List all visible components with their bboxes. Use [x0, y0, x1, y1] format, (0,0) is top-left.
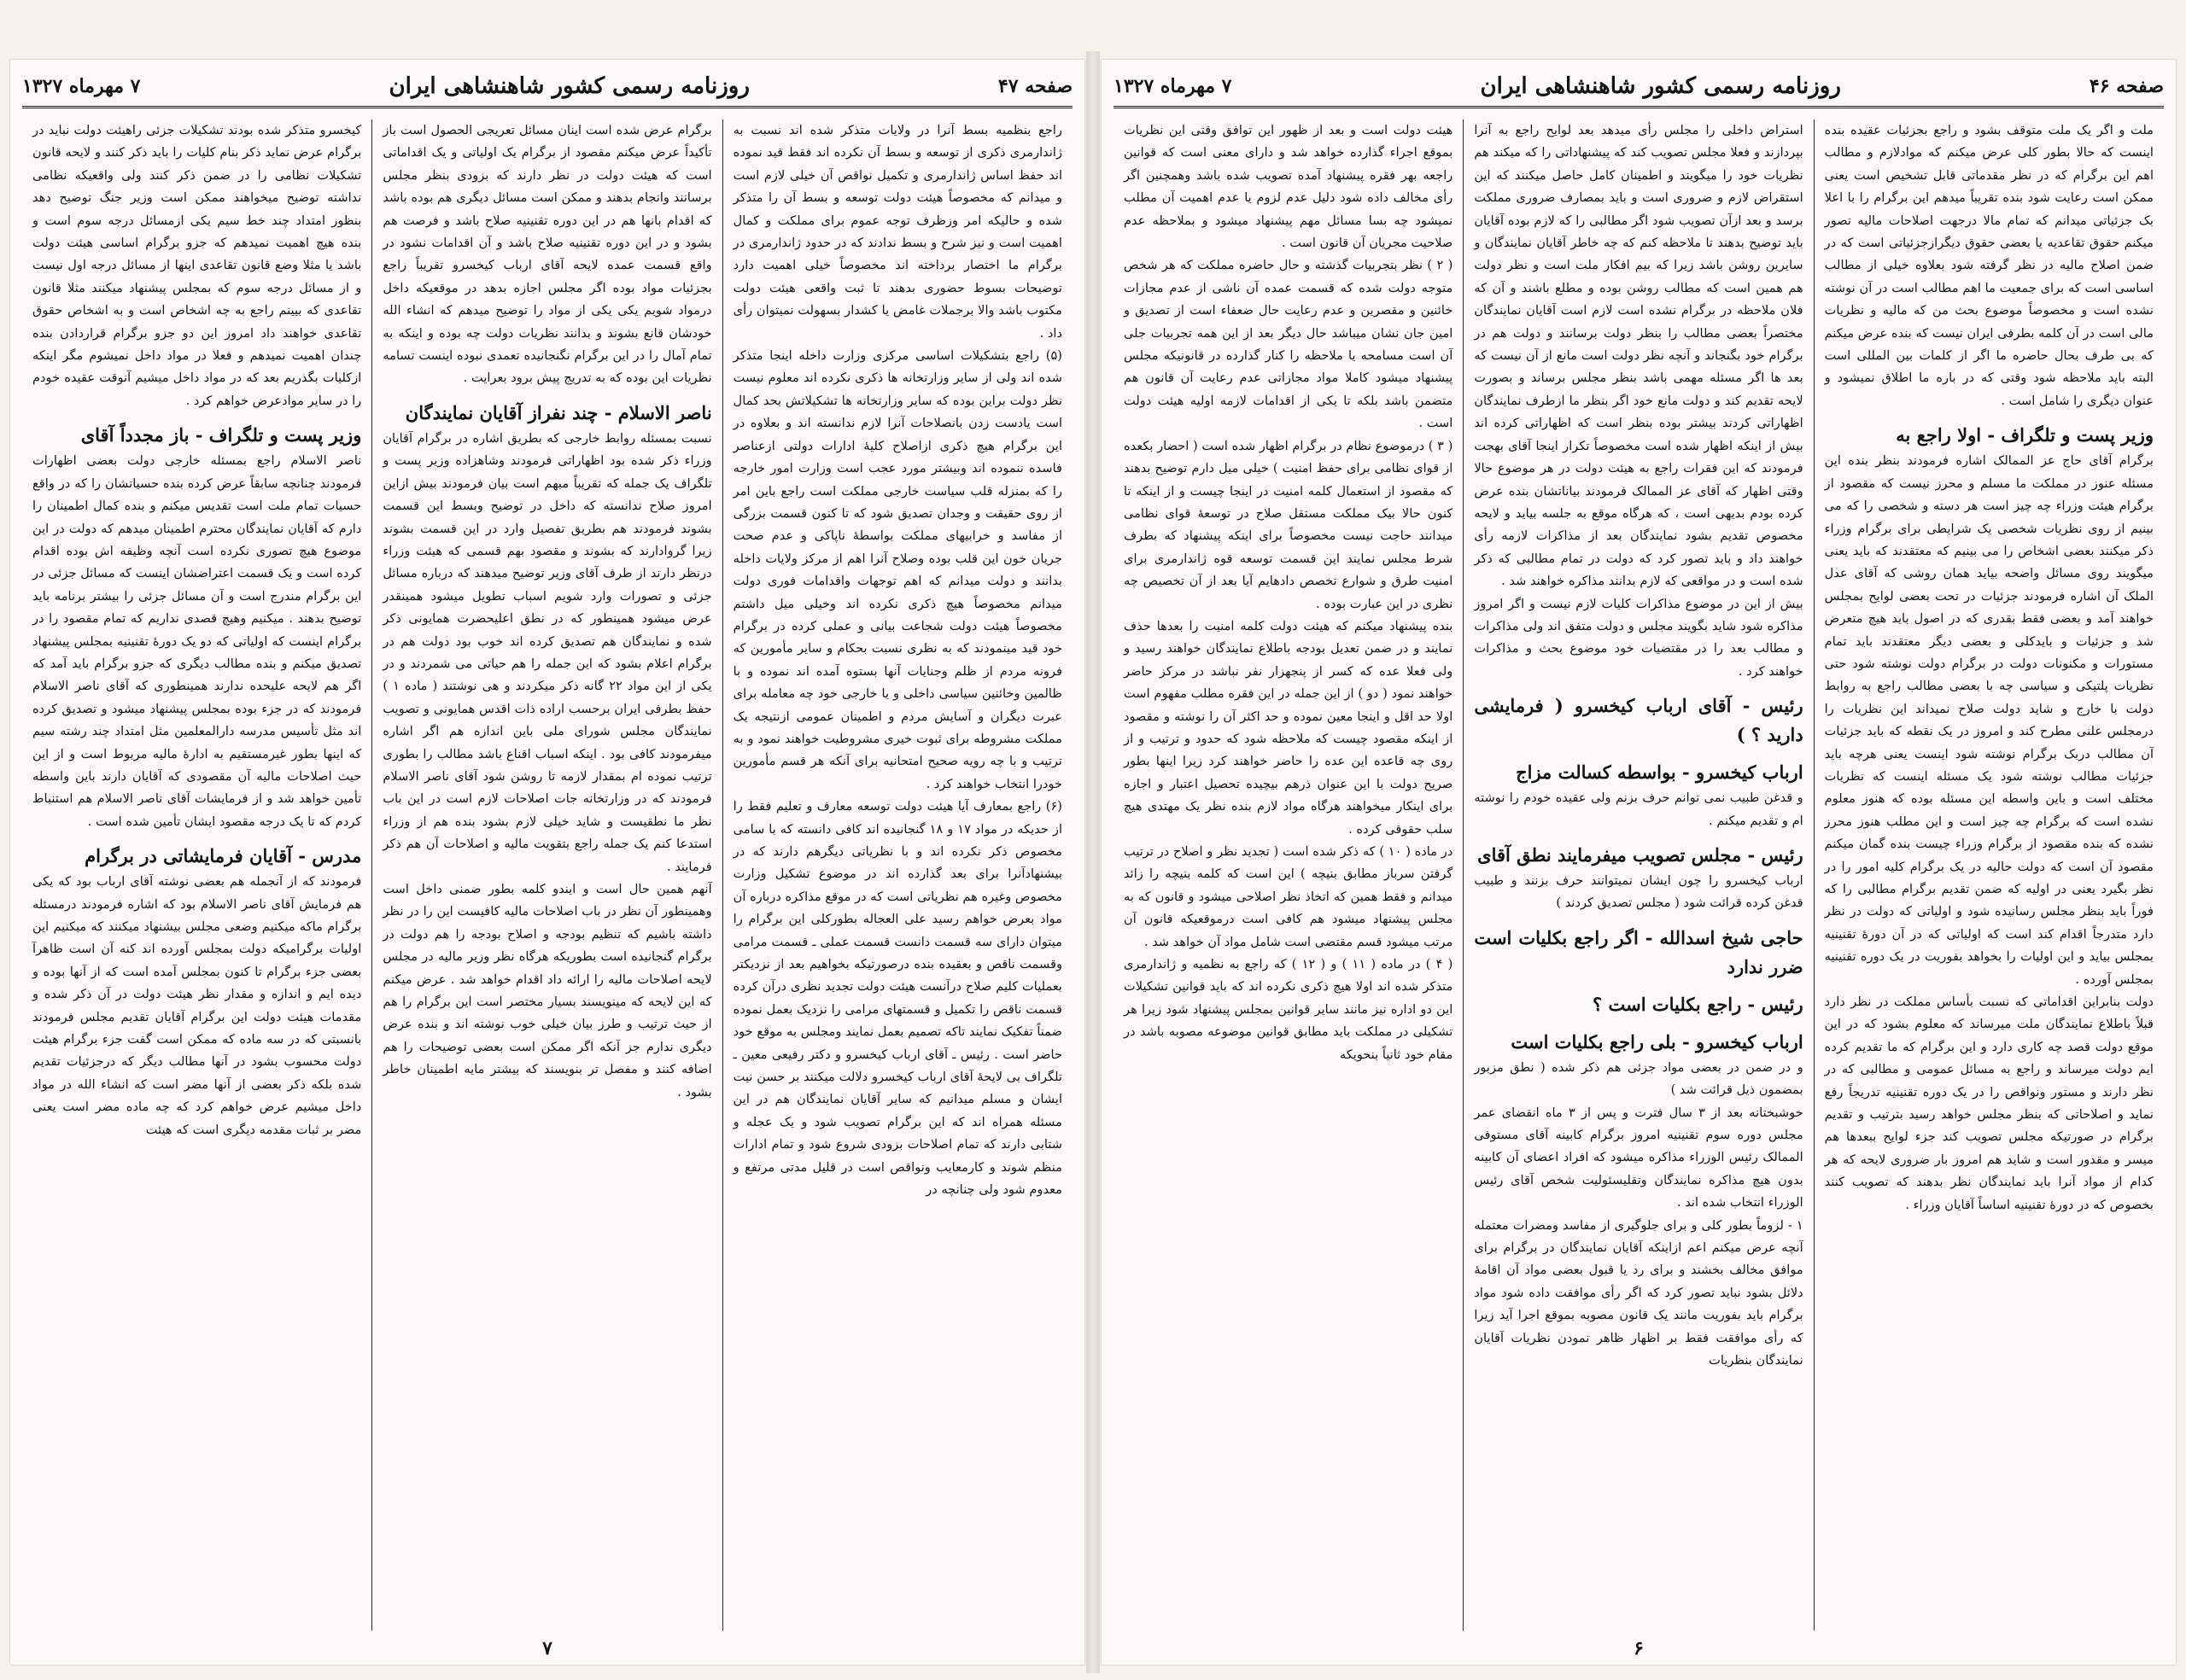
page-folio: ۷: [542, 1637, 552, 1660]
speaker-heading: ارباب کیخسرو - بلی راجع بکلیات است: [1511, 1030, 1803, 1053]
paragraph: هیئت دولت است و بعد از ظهور این توافق وقتی این نظریات بموقع اجراء گذارده خواهد شد و دارای معنی است که قوانین راجعه بهر فقره پیشنهاد آمده تصویب شده باشد وهمچنین اگر رأی مخالف داده شود دلیل عدم لزوم یا عدم اهمیت آن مطلب نمیشود چه بسا مسائل مهم پیشنهاد میشود و بملاحظه عدم صلاحیت مجریان آن قانون است .: [1124, 123, 1453, 251]
paragraph: در ماده ( ۱۰ ) که ذکر شده است ( تجدید نظر و اصلاح در ترتیب گرفتن سرباز مطابق بنیچه ) این است که کلمه بنیچه را زائد میدانم و فقط همین که اتخاذ نظر اصلاحی میشود و قانون که به مجلس پیشنهاد میشود هم کافی است درموقعیکه قانون آن مرتب میشود قسم مقتضی است شامل مواد آن خواهد شد .: [1124, 844, 1453, 949]
paragraph: ناصر الاسلام راجع بمسئله خارجی دولت بعضی اظهارات فرمودند چنانچه سابقاً عرض کرده بنده حسیاتشان را که در واقع حسیات تمام ملت است تقدیس میکنم و بنده کمال اطمینان را دارم که آقایان نمایندگان محترم اطمینان میدهم که دولت در این موضوع هیچ تصوری نکرده است آنچه وظیفه اش بوده اقدام کرده است و یک قسمت اعتراضشان اینست که مسائل جزئی در این برگرام مندرج است و آن مسائل جزئی را بیشتر برنامه باید توضیح بدهند . میکنیم وهیچ قصدی نداریم که تمام مقصود را در برگرام اینست که اولیاتی که دو یک دورهٔ تقنینیه بمجلس پیشنهاد تصدیق میکنم و بنده مطالب دیگری که جزو برگرام باید آمد که اگر هم لایحه علیحده ندارند همینطوری که آقای ناصر الاسلام فرمودند که در جزء بوده بمجلس پیشنهاد میشود و تصدیق کرده اند مثل تأسیس مدرسه دارالمعلمین مثل امتداد چند رشته سیم که اینها بطور غیرمستقیم به ادارهٔ مالیه مربوط است و از این حیث اصلاحات مالیه آن مقصودی که آقایان دارند باین واسطه تأمین خواهد شد و از فرمایشات آقای ناصر الاسلام هم استنباط کردم که تا یک درجه مقصود ایشان تأمین شده است .: [32, 453, 362, 829]
paragraph: (۵) راجع بتشکیلات اساسی مرکزی وزارت داخله اینجا متذکر شده اند ولی از سایر وزارتخانه ها ذکری نکرده اند معلوم نیست نظر دولت براین بوده که سایر وزارتخانه ها تشکیلاتش بحد کمال است یادست زدن بانصلاحات آنرا لازم ندانسته اند و بعلاوه در این برگرام هیچ ذکری ازاصلاح کلیهٔ ادارات دولتی ازعناصر فاسده ننموده اند وبیشتر مورد عجب است وزارت امور خارجه را که بمنزله قلب سیاست خارجی مملکت است راجع باین امر از روی حقیقت و وجدان تصدیق شود که تا کنون قسمت بزرگی از مفاسد و خرابیهای مملکت بواسطهٔ ناپاکی و عدم صحت جریان خون این قلب بوده وصلاح آنرا اهم از مرکز ولایات داخله بدانند و دولت میدانم که اهم توجهات واقدامات فوری دولت میدانم مخصوصاً هیچ ذکری نکرده اند وخیلی میل داشتم مخصوصاً هیئت دولت شجاعت بیانی و عملی کرده در برگرام خود قید مینمودند که به نظری نسبت بحکام و سایر مأمورین که فرونه مردم از ظلم وجنایات آنها بستوه آمده اند نموده و با ظالمین وخائنین سیاسی داخلی و یا خارجی خود چه معامله برای عبرت دیگران و آسایش مردم و اطمینان عمومی ازنتیجه یک مملکت مشروطه برای ثبوت خیری مشروطیت خواهند نمود و به ترتیب و با چه رویه صحیح امتحانیه برای آنکه هر قسم مأمورین خودرا انتخاب خواهند کرد .: [733, 348, 1062, 791]
page-folio: ۶: [1634, 1637, 1644, 1660]
paragraph: برگرام عرض شده است اینان مسائل تعریجی الحصول است باز تأکیداً عرض میکنم مقصود از برگرام یک اولیاتی و یک اقداماتی است که هیئت دولت در نظر دارند که بزودی بنظر مجلس برسانند وانجام بدهند و ممکن است مسائل دیگری هم بوده باشد که اقدام بانها هم در این دوره تقنینیه صلاح باشد و فرصت هم بشود و در این دوره تقنینیه صلاح باشد و آن اقدامات نشود در واقع قسمت عمده لایحه آقای ارباب کیخسرو تقریباً راجع بجزئیات مواد بوده اگر مجلس اجازه بدهد در موقعیکه داخل درمواد شویم یکی یکی از مواد را توضیح میدهم که انشاء الله خودشان قانع بشوند و بدانند نظریات دولت چه بوده و اینکه به تمام آمال را در این برگرام نگنجانیده تعمدی نبوده اینست تسامه نظریات این بوده که به تدریج پیش برود بعرایت .: [383, 123, 712, 386]
masthead-title: روزنامه رسمی کشور شاهنشاهی ایران: [389, 73, 750, 99]
paragraph: نسبت بمسئله روابط خارجی که بطریق اشاره در برگرام آقایان وزراء ذکر شده بود اظهاراتی فرمودند وشاهزاده وزیر پست و تلگراف یک جمله که تقریباً مبهم است بیان فرمودند بیش ازاین امروز صلاح ندانسته که داخل در توضیح وبسط این قسمت بشوند فرمودند هم بطریق تفصیل وارد در این قسمت بشوند زیرا گروادارند که بشوند و مقصود بهم قسمی که هیئت وزراء درنظر دارند از طرف آقای وزیر توضیح میدهند که درباره مسائل جزئی و تصورات وارد شویم اسباب تطویل میشود همینقدر عرض میشود همینطور که در نطق اعلیحضرت همایونی ذکر شده و نمایندگان هم تصدیق کرده اند خوب بود دولت هم در برگرام اعلام بشود که این جمله را هم حیاتی می شمردند و در یکی از این مواد ۲۲ گانه ذکر میکردند و هی نوشتند ( ماده ۱ ) حفظ بطرفی ایران برحسب اراده ذات اقدس همایونی و تصویب نمایندگان مجلس شورای ملی باین اندازه هم اگر اشاره میفرمودند کافی بود . اینکه اسباب اقناع باشد مطالب را بطوری ترتیب نموده ام بمقدار لازمه تا روشن شود آقای ناصر الاسلام فرمودند که در وزارتخانه جات اصلاحات لازم است در این باب نظر ما نطقیست و شاید خیلی لازم بشود بنده هم از وزراء استدعا کنم یک جمله راجع بتقویت مالیه و اصلاحات آن هم ذکر فرمایند .: [383, 430, 712, 874]
masthead-left: [22, 67, 1073, 108]
masthead-date: ۷ مهرماه ۱۳۲۷: [22, 75, 141, 97]
masthead-page-number: صفحه ۴۷: [997, 75, 1073, 97]
masthead-page-number: صفحه ۴۶: [2089, 75, 2164, 97]
speaker-heading: وزیر پست و تلگراف - باز مجدداً آقای: [80, 424, 362, 446]
paragraph: آنهم همین حال است و ایندو کلمه بطور ضمنی داخل است وهمینطور آن نظر در باب اصلاحات مالیه کافیست این را در نظر داشته باشیم که تنظیم بودجه و اصلاح بودجه را هم دولت در برگرام گنجانیده است بطوریکه هرگاه نظر وزیر مالیه در مجلس لایحه اصلاحات مالیه را ارائه داد اقدام خواهد شد . عرض میکنم که این لایحه که مینویسند بسیار مختصر است این برگرام را هم از حیث ترتیب و طرز بیان خیلی خوب نوشته اند و بنده عرض دیگری ندارم جز آنکه اگر ممکن است بعضی توضیحات را هم اضافه کنند و مفصل تر بنویسند که بیشتر مایه اطمینان خاطر بشود .: [383, 882, 712, 1100]
paragraph: کیخسرو متذکر شده بودند تشکیلات جزئی راهیئت دولت نباید در برگرام عرض نماید ذکر بنام کلیات را باید ذکر کنند و لایحه قانون تشکیلات نظامی را در ضمن ذکر کنند ولی واقعیکه نظامی نداشته توضیح میخواهند ممکن است وزیر جنگ توضیح دهد بنظور امتداد چند خط سیم یکی ازمسائل درجه سوم است و بنده هیچ اهمیت نمیدهم که جزو برگرام اساسی هیئت دولت باشد یا مثلا وضع قانون تقاعدی اینها از مسائل درجه اول نیست و از مسائل درجه سوم که بمجلس پیشنهاد میکنند مثلا قانون تقاعدی که بیینم راجع به چه اشخاص است و به اشخاص حقوق تقاعدی خواهند داد امروز این دو جزو برگرام قراردادن بنده چندان اهمیت نمیدهم و فعلا در مواد داخل نمیشوم مگر اینکه ازکلیات بگذریم بعد که در مواد داخل میشیم آنوقت عقیده خودم را در سایر موادعرض خواهم کرد .: [32, 123, 362, 408]
masthead-date: ۷ مهرماه ۱۳۲۷: [1113, 75, 1232, 97]
speaker-heading: رئیس - آقای ارباب کیخسرو ( فرمایشی دارید ؟ ): [1474, 695, 1803, 746]
paragraph: خوشبختانه بعد از ۳ سال فترت و پس از ۳ ماه انقضای عمر مجلس دوره سوم تقنینیه امروز برگرام کابینه آقای مستوفی الممالک رئیس الوزراء مذاکره میشود که افراد اعضای آن کابینه بدون هیچ مذاکره نمایندگان وتقلیسئولیت شخص آقای رئیس الوزراء انتخاب شده اند .: [1474, 1105, 1803, 1210]
speaker-heading: حاجی شیخ اسدالله - اگر راجع بکلیات است ضرر ندارد: [1474, 926, 1803, 977]
paragraph: برگرام آقای حاج عز الممالک اشاره فرمودند بنظر بنده این مسئله عنوز در مملکت ما مسلم و محرز نیست که مقصود از برگرام هیئت وزراء چه چیز است هر دسته و شخصی را که می بینیم از روی نظریات شخصی یک شرایطی برای برگرام وزراء ذکر میکنند بعضی اشخاص را می بینیم که معتقدند که باید یعنی میگویند روی مسائل واضحه بیاید همان روشی که آقای عدل الملک آن اشاره فرمودند جزئیات در تحت بعضی لوایح بمجلس خواهند آمد و بعضی فقط بقدری که در اصول باید هیچ متعرض شد و جزئیات و بایدکلی و بعضی دیگر معتقدند باید تمام مستورات و مکنونات دولت در برگرام دولت نوشته شود حتی نظریات پلتیکی و سیاسی چه با بعضی مطالب راجع به روابط دولت با خارج و شاید دولت صلاح نمیداند این نظریات را درمجلس علنی مطرح کند و امروز در یک نقطه که باید جزئیات آن مطالب دربک برگرام نوشته شود اینست یعنی هرچه باید جزئیات مطالب نوشته شود یک مسئله اینست که نظریات مختلف است و باین واسطه این مسئله بوده که هنوز معلوم نشده است که برگرام چه چیز است و این مطلب هنوز محرز نشده که بنده مقصود از برگرام وزراء چیست بنده گمان میکنم مقصود آن است که دولت حالیه در یک برگرام کلیه امور را در نظر بگیرد یعنی در اولیه که ضمن تقدیم برگرام مطالبی را که فوراً باید بنظر مجلس رسانیده شود و اولیاتی که دولت در نظر دارد متدرجاً اقدام کند است که اولیاتی که در آن دورهٔ تقنینیه بمجلس بیاید و این اولیات را بخواهد بفوریت در یک دوره تقنینیه بمجلس آورده .: [1824, 453, 2154, 987]
speaker-heading: وزیر پست و تلگراف - اولا راجع به: [1896, 424, 2154, 446]
paragraph: ( ۳ ) درموضوع نظام در برگرام اظهار شده است ( احضار بکعده از قوای نظامی برای حفظ امنیت ) خیلی میل دارم توضیح بدهند که مقصود از استعمال کلمه امنیت در اینجا چیست و از اینکه تا کنون حالا بیک مملکت مستقل صلاح در توسعهٔ قوای نظامی میدانند حاجت نیست مخصوصاً برای اینکه پیشنهاد که بطرف شرط مجلس نمایند این قسمت توسعه قوه ژاندارمری برای امنیت طرق و شوارع تخصص دادهایم آیا بعد از آن تخصیص چه نظری در این عبارت بوده .: [1124, 438, 1453, 611]
paragraph: راجع بنظمیه بسط آنرا در ولایات متذکر شده اند نسبت به ژاندارمری ذکری از توسعه و بسط آن نکرده اند فقط قید نموده اند حفظ اساس ژاندارمری و تکمیل نواقص آن خیلی لازم است و میدانم که مخصوصاً هیئت دولت توسعه و بسط آن را متذکر شده و حالیکه امر وزظرف توجه عموم برای مملکت و کمال اهمیت است و نیز شرح و بسط ندادند که در حدود ژاندارمری در برگرام ما اختصار برداخته اند مخصوصاً خیلی اهمیت دارد توضیحات بسوط حضوری بدهند تا ثبت واقعی هیئت دولت مکتوب باشد والا برجملات غامض یا کشدار بسهولت نمیتوان رأی داد .: [733, 123, 1062, 341]
page-left: [10, 60, 1084, 1665]
text-column: [1113, 120, 1463, 1630]
speaker-heading: رئیس - راجع بکلیات است ؟: [1593, 993, 1803, 1015]
paragraph: ارباب کیخسرو را چون ایشان نمیتوانند حرف بزنند و طبیب قدغن کرده قرائت شود ( مجلس تصدیق کردند ): [1474, 872, 1803, 911]
text-column: [722, 120, 1073, 1630]
paragraph: و در ضمن در بعضی مواد جزئی هم ذکر شده ( نطق مزبور بمضمون ذیل قرائت شد ): [1474, 1059, 1803, 1098]
paragraph: دولت بنابراین اقداماتی که نسبت بأساس مملکت در نظر دارد قبلاً باطلاع نمایندگان ملت میرساند که معلوم بشود که در این موقع دولت قصد چه کاری دارد و این برگرام که ما تقدیم کرده ایم دولت میرساند و راجع به مسائل عمومی و مطالبی که در نظر دارند و مستور ونواقص را در یک دوره تقنینیه تدریجاً رفع نماید و اصلاحاتی که بنظر مجلس خواهد رسید بترتیب و تقدیم برگرام در صورتیکه مجلس تصویب کند جزء لوایح ببعدها هم میسر و مقدور است و شاید هم امروز بار ضروری لایحه که هر کدام از مواد آنرا باید نمایندگان نظر بدهند که تصویب کنند بخصوص که در دورهٔ تقنینیه اساساً آقایان وزراء .: [1824, 995, 2154, 1212]
speaker-heading: رئیس - مجلس تصویب میفرمایند نطق آقای: [1477, 843, 1803, 866]
paragraph: بنده پیشنهاد میکنم که هیئت دولت کلمه امنیت را بعدها حذف نمایند و در ضمن تعدیل بودجه باطلاع نمایندگان خواهند رسید و ولی فعلا عده که کسر از پنجهزار نفر نباشد در مرکز حاضر خواهند نمود ( دو ) از این جمله در این فقره مطلب مفهوم است اولا حد اقل و اینجا معین نموده و حد اکثر آن را نوشته و مقصود از اینکه مقصود چیست که ملاحظه شود که حدود و ترتیب و از روی چه قاعده این عده را حاضر خواهند کرد زیرا اینها بطور صریح دولت با این عنوان ذرهم بیچیده تحصیل اعتبار و اجازه برای اینکار میخواهند هرگاه مواد لازم بنده نظر یک مهتدی هیچ سلب حقوقی کرده .: [1124, 618, 1453, 837]
text-column: [1463, 120, 1813, 1630]
paragraph: ( ۴ ) در ماده ( ۱۱ ) و ( ۱۲ ) که راجع به نظمیه و ژاندارمری متذکر شده اند اولا هیچ ذکری نکرده اند که باید قوانین تشکیلات این دو اداره نیز مانند سایر قوانین بمجلس پیشنهاد شود زیرا هر تشکیلی در مملکت باید مطابق قوانین موضوعه مصوبه باشد در مقام خود ثانیاً بنحویکه: [1124, 957, 1453, 1062]
text-column: [1814, 120, 2164, 1630]
paragraph: (۶) راجع بمعارف آیا هیئت دولت توسعه معارف و تعلیم فقط را از حدیکه در مواد ۱۷ و ۱۸ گنجانیده اند کافی دانسته که با سامی مخصوص ذکر نکرده اند و با نظریاتی دیگرهم دارند که در بیشنهادآنرا برای بعد گذارده اند در موضوع تشکیل وزارت مخصوص وغیره هم نظریاتی است که در موقع مذاکره درباره آن مواد بعرض خواهم رسید علی العجاله بطورکلی این برگرام را میتوان دارای سه قسمت دانست قسمت عملی ـ قسمت مرامی وقسمت ناقص و بعقیده بنده درصورتیکه بخواهیم بعد از نزدیکتر بعملیات کلیم صلاح درآنست هیئت دولت تجدید نظری درآن کرده قسمت ناقص را تکمیل و قسمتهای مرامی را نزدیک بعمل نموده ضمناً تفکیک نمایند تاکه تصمیم بعمل نمایند ومجلس به موقع خود حاضر است . رئیس ـ آقای ارباب کیخسرو و دکتر رفیعی معین ـ تلگراف بی لایحهٔ آقای ارباب کیخسرو دلالت میکنند بر حسن نیت ایشان و مسلم میدانیم که سایر آقایان نمایندگان هم در این مسئله همراه اند که این برگرام تصویب شود و یک عجله و شتابی دارند که تمام اصلاحات بزودی شروع شود و تمام ادارات منظم شوند و کارمعایب ونواقص است در قلیل مدتی مرتفع و معدوم شود ولی چنانچه در: [733, 799, 1063, 1198]
masthead-title: روزنامه رسمی کشور شاهنشاهی ایران: [1480, 73, 1841, 99]
speaker-heading: مدرس - آقایان فرمایشاتی در برگرام: [85, 845, 362, 867]
paragraph: استراض داخلی را مجلس رأی میدهد بعد لوایح راجع به آنرا بپردازند و فعلا مجلس تصویب کند که پیشنهاداتی را که میکند هم نظریات خود را میگویند و اطمینان کامل حاصل میکنند که این استقراض لازم و ضروری است و باید بمصارف ضروری مملکت برسد و بعد ازآن تصویب شود اگر مطالبی را که لازم بوده آقایان باید توضیح بدهند تا ملاحظه کنم که چه خاطر آقایان نمایندگان و سایرین روشن باشد زیرا که بیم افکار ملت است و نظر دولت هم همین است که مطالب روشن بوده و مطلع باشند و آن که فلان ملاحظه در برگرام نشده است لازم است آقایان نمایندگان مختصراً بعضی مطالب را بنظر دولت برسانند و دولت هم در برگرام خود بگنجاند و آنچه نظر دولت است مانع از آن نیست که بعد ها اگر مسئله مهمی باشد بنظر مجلس برساند و بصورت لایحه تقدیم کند و دولت مانع خود اگر بنظر ما ازطرف نمایندگان اظهاراتی کردند بیشتر بوده بنظر است که اظهاراتی کرده اند بیش از اینکه اظهار شده است مخصوصاً تکرار اینجا آقای بهجت فرمودند که این فقرات راجع به هیئت دولت در هر موضوع حالا وقتی اظهار که آقای عز الممالک فرمودند بیاناتشان بنده عرض کرده بودم بدیهی است ، که هرگاه موقع به جلسه بیاید و لایحه مخصوص تقدیم بشود نمایندگان بعد از مذاکرات لازمه رأی خواهند داد و باید تصور کرد که دولت در تمام مطالبی که ذکر شده است و در مواقعی که لازم بدانند مذاکره خواهند شد .: [1474, 123, 1803, 589]
speaker-heading: ارباب کیخسرو - بواسطه کسالت مزاج: [1516, 761, 1803, 784]
text-column: [371, 120, 722, 1630]
page-right: [1102, 60, 2176, 1665]
masthead-right: [1113, 67, 2164, 108]
speaker-heading: ناصر الاسلام - چند نفراز آقایان نمایندگان: [405, 401, 712, 423]
paragraph: و قدغن طبیب نمی توانم حرف بزنم ولی عقیده خودم را نوشته ام و تقدیم میکنم .: [1474, 790, 1803, 828]
text-column: [22, 120, 371, 1630]
paragraph: بیش از این در موضوع مذاکرات کلیات لازم نیست و اگر امروز مذاکره شود شاید بگویند مجلس و دولت متفق اند ولی مذاکرات و مطالب بعد را در مقتضیات خود موضوع بحث و مذاکرات خواهند کرد .: [1474, 596, 1803, 679]
paragraph: ملت و اگر یک ملت متوقف بشود و راجع بجزئیات عقیده بنده اینست که حالا بطور کلی عرض میکنم که موادلازم و مطالب اهم این برگرام که در نظر مقدماتی قابل تشخیص است یعنی ممکن است رعایت شود بنده تقریباً میدهم این برگرام را با اعلا بک جزئیاتی میدانم که تمام مالا درجهت اصلاحات مالیه تصور میکنم حقوق تقاعدیه یا بعضی حقوق دیگرازجزئیاتی است که در ضمن اصلاح مالیه در نظر گرفته شود بعلاوه خیلی از مطالب اساسی است که برای جمعیت ما اهم مطالب است در آن نوشته نشده است و مخصوصاً موضوع بحث من که مالیه و نظریات مالی است در آن کلمه بطرفی ایران نیست که بنده عرض میکنم که بی طرف بحال حاضره ما اگر از کلمات بین المللی است البته باید ملاحظه شود وقتی که در باره ما اطلاق نمیشود و عنوان دیگری را شامل است .: [1824, 123, 2154, 408]
book-gutter: [1086, 51, 1100, 1673]
columns-right: [1113, 120, 2164, 1630]
columns-left: [22, 120, 1073, 1630]
paragraph: فرمودند که از آنجمله هم بعضی نوشته آقای ارباب بود که یکی هم فرمایش آقای ناصر الاسلام بود که اشاره فرمودند درمسئله برگرام ماکه میکنیم وضعی مجلس بیشنهاد میکنند که میکنیم این اولیات برگرامیکه دولت بمجلس آورده اند کنه آن است ظاهرآ بعضی جزء برگرام تا کنون بمجلس آمده است که از آنها بوده و دیده ایم و اندازه و مقدار نظر هیئت دولت در آن ذکر شده و مقدمات هیئت دولت این برگرام آقایان تقدیم مجلس فرمودند بانسبتی که در سه ماده که ممکن است گفت جزء برگرام هیئت دولت محسوب بشود در آنها مطالب دیگر که درجزئیات تقدیم شده بلکه ذکر بعضی از آنها مضر است که انشاء الله در مواد داخل میشیم عرض خواهم کرد که چه ماده مضر است یعنی مضر بر ثبات مقدمه دیگری است که هیئت: [32, 874, 362, 1137]
paragraph: ( ۲ ) نظر بتجربیات گذشته و حال حاضره مملکت که هر شخص متوجه دولت شده که قسمت عمده آن ناشی از عدم مجازات خائنین و مقصرین و عدم رعایت حال ضعفاء است از تصدیق و امین جان نشان میباشد حال دیگر بعد از این همه تجربیات جلی آن است مسامحه یا ملاحظه را کنار گذارده در قانونیکه مجلس پیشنهاد میشود کاملا مواد مجازاتی عدم رعایت آن قانون هم متضمن باشد بلکه تا یکی از اقدامات لازمه اولیه هیئت دولت است .: [1124, 258, 1453, 431]
paragraph: ۱ - لزوماً بطور کلی و برای جلوگیری از مفاسد ومضرات معتمله آنچه عرض میکنم اعم ازاینکه آقایان نمایندگان در برگرام برای موافق مخالف بخشند و برای رد یا قبول بعضی مواد آن اقامهٔ دلائل بشود نباید تصور کرد که اگر رأی موافقت داده شود مواد برگرام باید بفوریت مانند یک قانون مصوبه بموقع اجرا آید زیرا که رأی موافقت فقط بر اظهار ظاهر نمودن نظریات آقایان نمایندگان بنظریات: [1474, 1217, 1803, 1368]
